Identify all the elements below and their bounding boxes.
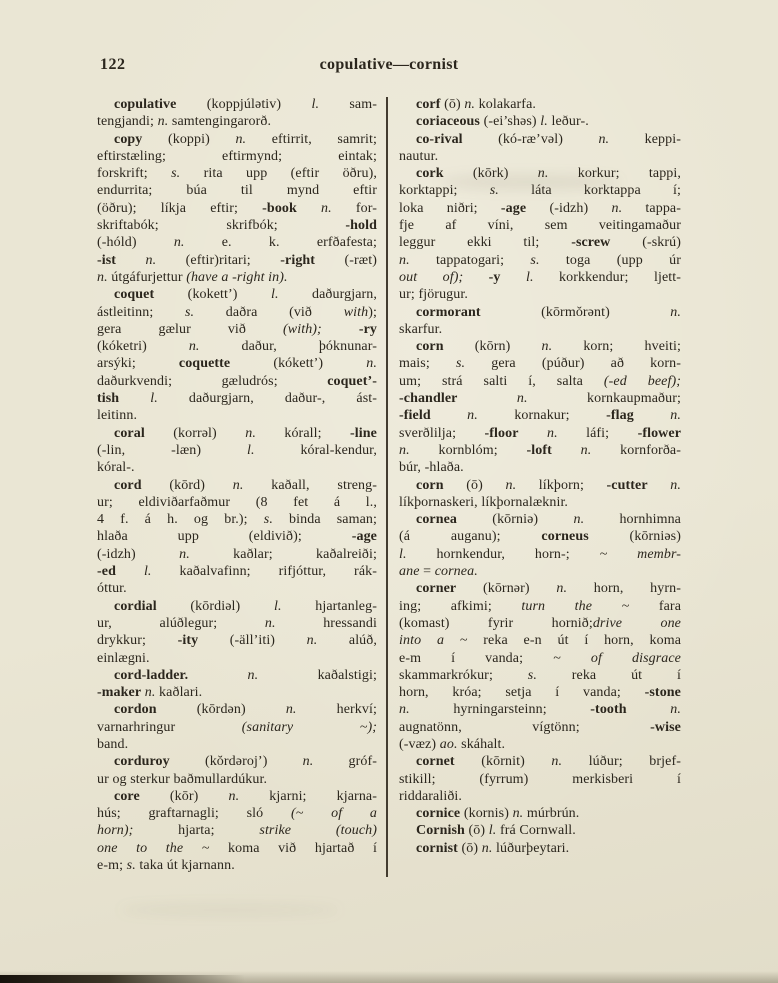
text-line: búr, -hlaða. <box>399 460 464 476</box>
text-line: n. kornblóm; -loft n. kornforða- <box>399 442 681 458</box>
text-line: leggur ekki til; -screw (-skrú) <box>399 235 681 251</box>
paper-smudge <box>120 905 340 915</box>
text-line: -chandler n. kornkaupmaður; <box>399 391 681 407</box>
text-line: coquet (kokett’) l. daðurgjarn, <box>114 287 377 303</box>
text-line: mais; s. gera (púður) að korn- <box>399 356 681 372</box>
text-line: gera gælur við (with); -ry <box>97 321 377 337</box>
text-line: óttur. <box>97 581 127 597</box>
text-line: ur; fjörugur. <box>399 287 468 303</box>
text-line: einlægni. <box>97 650 150 666</box>
text-line: l. hornkendur, horn-; ~ membr- <box>399 546 681 562</box>
text-line: -ed l. kaðalvafinn; rifjóttur, rák- <box>97 564 377 580</box>
text-line: e-m; s. taka út kjarnann. <box>97 858 235 874</box>
text-line: one to the ~ koma við hjartað í <box>97 840 377 856</box>
text-line: endurrita; búa til mynd eftir <box>97 183 377 199</box>
text-line: cormorant (kōrmŏrənt) n. <box>416 304 681 320</box>
paper-smudge <box>440 175 620 189</box>
text-line: ur og sterkur baðmullardúkur. <box>97 771 268 787</box>
text-line: (-væz) ao. skáhalt. <box>399 736 506 752</box>
text-line: (-hóld) n. e. k. erfðafesta; <box>97 235 377 251</box>
text-line: skarfur. <box>399 321 443 337</box>
text-line: copulative (koppjúlətiv) l. sam- <box>114 97 377 112</box>
text-line: n. útgáfurjettur (have a -right in). <box>97 269 288 285</box>
text-line: sverðlilja; -floor n. láfi; -flower <box>399 425 681 441</box>
text-line: -field n. kornakur; -flag n. <box>399 408 681 424</box>
page-corner-shadow <box>0 975 245 983</box>
text-line: kóral-. <box>97 460 135 476</box>
text-line: cord (kōrd) n. kaðall, streng- <box>114 477 377 493</box>
text-line: cordial (kōrdiəl) l. hjartanleg- <box>114 598 377 614</box>
text-line: corf (ō) n. kolakarfa. <box>416 97 536 112</box>
text-line: eftirstæling; eftirmynd; eintak; <box>97 148 377 164</box>
text-line: cornice (kornis) n. múrbrún. <box>416 806 580 822</box>
text-line: 4 f. á h. og br.); s. binda saman; <box>97 512 377 528</box>
text-line: e-m í vanda; ~ of disgrace <box>399 650 681 666</box>
text-line: hlaða upp (eldivið); -age <box>97 529 377 545</box>
text-line: Cornish (ō) l. frá Cornwall. <box>416 823 576 839</box>
right-column <box>399 96 681 857</box>
left-column <box>97 96 377 874</box>
text-line: stikill; (fyrrum) merkisberi í <box>399 771 681 787</box>
text-line: corn (ō) n. líkþorn; -cutter n. <box>416 477 681 493</box>
text-line: out of); -y l. korkkendur; ljett- <box>399 269 681 285</box>
text-line: líkþornaskeri, líkþornalæknir. <box>399 494 569 510</box>
text-line: coriaceous (-ei’shəs) l. leður-. <box>416 114 589 130</box>
text-line: (komast) fyrir hornið;drive one <box>399 615 681 631</box>
text-line: into a ~ reka e-n út í horn, koma <box>399 633 681 649</box>
text-line: corduroy (kŏrdəroj’) n. gróf- <box>114 754 377 770</box>
text-line: cordon (kōrdən) n. herkví; <box>114 702 377 718</box>
text-line: tengjandi; n. samtengingarorð. <box>97 114 272 130</box>
text-line: (á auganu); corneus (kōrniəs) <box>399 529 681 545</box>
text-line: n. hyrningarsteinn; -tooth n. <box>399 702 681 718</box>
text-line: -ist n. (eftir)ritari; -right (-ræt) <box>97 252 377 268</box>
text-line: hús; graftarnagli; sló (~ of a <box>97 806 377 822</box>
text-line: (kóketri) n. daður, þóknunar- <box>97 339 377 355</box>
text-line: ane = cornea. <box>399 564 478 580</box>
text-line: varnarhringur (sanitary ~); <box>97 719 377 735</box>
text-line: corner (kōrnər) n. horn, hyrn- <box>416 581 681 597</box>
page-number: 122 <box>100 56 126 73</box>
text-line: (-idzh) n. kaðlar; kaðalreiði; <box>97 546 377 562</box>
text-line: skammarkrókur; s. reka út í <box>399 667 681 683</box>
text-line: um; strá salti í, salta (-ed beef); <box>399 373 681 389</box>
text-line: coral (korrəl) n. kórall; -line <box>114 425 377 441</box>
text-line: ing; afkimi; turn the ~ fara <box>399 598 681 614</box>
text-line: n. tappatogari; s. toga (upp úr <box>399 252 681 268</box>
text-line: horn); hjarta; strike (touch) <box>97 823 377 839</box>
text-line: loka niðri; -age (-idzh) n. tappa- <box>399 200 681 216</box>
text-line: ur; eldiviðarfaðmur (8 fet á l., <box>97 494 377 510</box>
text-line: augnatönn, vígtönn; -wise <box>399 719 681 735</box>
text-line: ástleitinn; s. daðra (við with); <box>97 304 377 320</box>
text-line: cornea (kōrniə) n. hornhimna <box>416 512 681 528</box>
page-header <box>0 56 778 78</box>
text-line: fje af víni, sem veitingamaður <box>399 218 681 234</box>
text-line: cord-ladder. n. kaðalstigi; <box>114 667 377 683</box>
text-line: tish l. daðurgjarn, daður-, ást- <box>97 391 377 407</box>
text-line: drykkur; -ity (-äll’iti) n. alúð, <box>97 633 377 649</box>
text-line: copy (koppi) n. eftirrit, samrit; <box>114 131 377 147</box>
text-line: ur, alúðlegur; n. hressandi <box>97 615 377 631</box>
text-line: (öðru); líkja eftir; -book n. for- <box>97 200 377 216</box>
text-line: arsýki; coquette (kókett’) n. <box>97 356 377 372</box>
text-line: -maker n. kaðlari. <box>97 685 203 701</box>
text-line: nautur. <box>399 148 439 164</box>
text-line: leitinn. <box>97 408 138 424</box>
text-line: band. <box>97 736 129 752</box>
text-line: forskrift; s. rita upp (eftir öðru), <box>97 166 377 182</box>
running-head: copulative—cornist <box>319 56 459 73</box>
column-divider <box>386 97 388 877</box>
text-line: daðurkvendi; gæludrós; coquet’- <box>97 373 377 389</box>
text-line: riddaraliði. <box>399 788 463 804</box>
text-line: cork (kōrk) n. korkur; tappi, <box>416 166 681 182</box>
text-line: (-lin, -læn) l. kóral-kendur, <box>97 442 377 458</box>
text-line: korktappi; s. láta korktappa í; <box>399 183 681 199</box>
text-line: horn, króa; setja í vanda; -stone <box>399 685 681 701</box>
text-line: core (kōr) n. kjarni; kjarna- <box>114 788 377 804</box>
text-line: skriftabók; skrifbók; -hold <box>97 218 377 234</box>
text-line: cornist (ō) n. lúðurþeytari. <box>416 840 570 856</box>
text-line: corn (kōrn) n. korn; hveiti; <box>416 339 681 355</box>
text-line: cornet (kōrnit) n. lúður; brjef- <box>416 754 681 770</box>
text-line: co-rival (kó-ræ’vəl) n. keppi- <box>416 131 681 147</box>
